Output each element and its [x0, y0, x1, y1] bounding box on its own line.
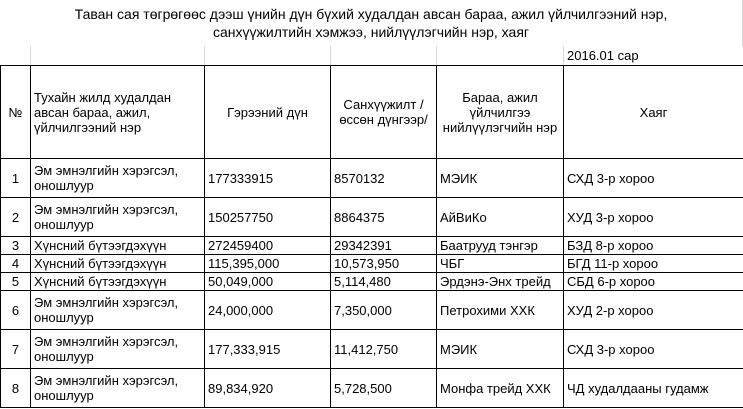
- blank-cell: [31, 46, 205, 66]
- header-supplier: Бараа, ажил үйлчилгээ нийлүүлэгчийн нэр: [437, 66, 564, 159]
- header-num: №: [1, 66, 31, 159]
- cell-supplier: Монфа трейд ХХК: [437, 369, 564, 408]
- date-row: [1, 46, 743, 66]
- sheet-title: Таван сая төгрөгөөс дээш үнийн дүн бүхий худалдан авсан бараа, ажил үйлчилгээний нэр, санхүүжилтийн хэмжээ, нийлүүлэгчийн нэр, хаяг: [0, 0, 743, 46]
- table-row: [1, 330, 743, 369]
- cell-address: ХУД 2-р хороо: [564, 291, 743, 330]
- cell-address: БЗД 8-р хороо: [564, 237, 743, 255]
- cell-num: 4: [1, 255, 31, 273]
- cell-item: Хүнсний бүтээгдэхүүн: [31, 273, 205, 291]
- header-item: Тухайн жилд худалдан авсан бараа, ажил, үйлчилгээний нэр: [31, 66, 205, 159]
- table-row: [1, 291, 743, 330]
- cell-item: Эм эмнэлгийн хэрэгсэл, оношлуур: [31, 159, 205, 198]
- cell-supplier: МЭИК: [437, 330, 564, 369]
- cell-funding: 10,573,950: [331, 255, 437, 273]
- cell-supplier: Баатрууд тэнгэр: [437, 237, 564, 255]
- cell-supplier: АйВиКо: [437, 198, 564, 237]
- cell-contract: 89,834,920: [205, 369, 331, 408]
- blank-cell: [331, 46, 437, 66]
- cell-item: Эм эмнэлгийн хэрэгсэл, оношлуур: [31, 369, 205, 408]
- cell-contract: 177,333,915: [205, 330, 331, 369]
- cell-contract: 150257750: [205, 198, 331, 237]
- cell-contract: 24,000,000: [205, 291, 331, 330]
- cell-address: БГД 11-р хороо: [564, 255, 743, 273]
- table-row: [1, 273, 743, 291]
- cell-funding: 8570132: [331, 159, 437, 198]
- cell-funding: 8864375: [331, 198, 437, 237]
- table-row: [1, 255, 743, 273]
- blank-cell: [205, 46, 331, 66]
- cell-contract: 50,049,000: [205, 273, 331, 291]
- cell-address: ХУД 3-р хороо: [564, 198, 743, 237]
- cell-supplier: ЧБГ: [437, 255, 564, 273]
- cell-num: 7: [1, 330, 31, 369]
- date-label: 2016.01 сар: [564, 46, 743, 66]
- cell-supplier: МЭИК: [437, 159, 564, 198]
- cell-address: СХД 3-р хороо: [564, 159, 743, 198]
- cell-contract: 272459400: [205, 237, 331, 255]
- cell-item: Эм эмнэлгийн хэрэгсэл, оношлуур: [31, 291, 205, 330]
- cell-num: 1: [1, 159, 31, 198]
- cell-num: 5: [1, 273, 31, 291]
- cell-funding: 5,728,500: [331, 369, 437, 408]
- header-row: [1, 66, 743, 159]
- cell-contract: 115,395,000: [205, 255, 331, 273]
- blank-cell: [1, 46, 31, 66]
- cell-num: 8: [1, 369, 31, 408]
- cell-num: 6: [1, 291, 31, 330]
- cell-contract: 177333915: [205, 159, 331, 198]
- table-row: [1, 369, 743, 408]
- cell-item: Эм эмнэлгийн хэрэгсэл, оношлуур: [31, 330, 205, 369]
- cell-funding: 29342391: [331, 237, 437, 255]
- cell-item: Эм эмнэлгийн хэрэгсэл, оношлуур: [31, 198, 205, 237]
- cell-item: Хүнсний бүтээгдэхүүн: [31, 255, 205, 273]
- cell-funding: 5,114,480: [331, 273, 437, 291]
- cell-funding: 7,350,000: [331, 291, 437, 330]
- cell-address: СХД 3-р хороо: [564, 330, 743, 369]
- blank-cell: [437, 46, 564, 66]
- cell-num: 3: [1, 237, 31, 255]
- header-address: Хаяг: [564, 66, 743, 159]
- cell-address: ЧД худалдааны гудамж: [564, 369, 743, 408]
- table-row: [1, 237, 743, 255]
- cell-funding: 11,412,750: [331, 330, 437, 369]
- header-funding: Санхүүжилт /өссөн дүнгээр/: [331, 66, 437, 159]
- table-row: [1, 198, 743, 237]
- cell-supplier: Петрохими ХХК: [437, 291, 564, 330]
- table-row: [1, 159, 743, 198]
- header-contract: Гэрээний дүн: [205, 66, 331, 159]
- cell-num: 2: [1, 198, 31, 237]
- cell-supplier: Эрдэнэ-Энх трейд: [437, 273, 564, 291]
- cell-item: Хүнсний бүтээгдэхүүн: [31, 237, 205, 255]
- procurement-table: [0, 46, 743, 408]
- cell-address: СБД 6-р хороо: [564, 273, 743, 291]
